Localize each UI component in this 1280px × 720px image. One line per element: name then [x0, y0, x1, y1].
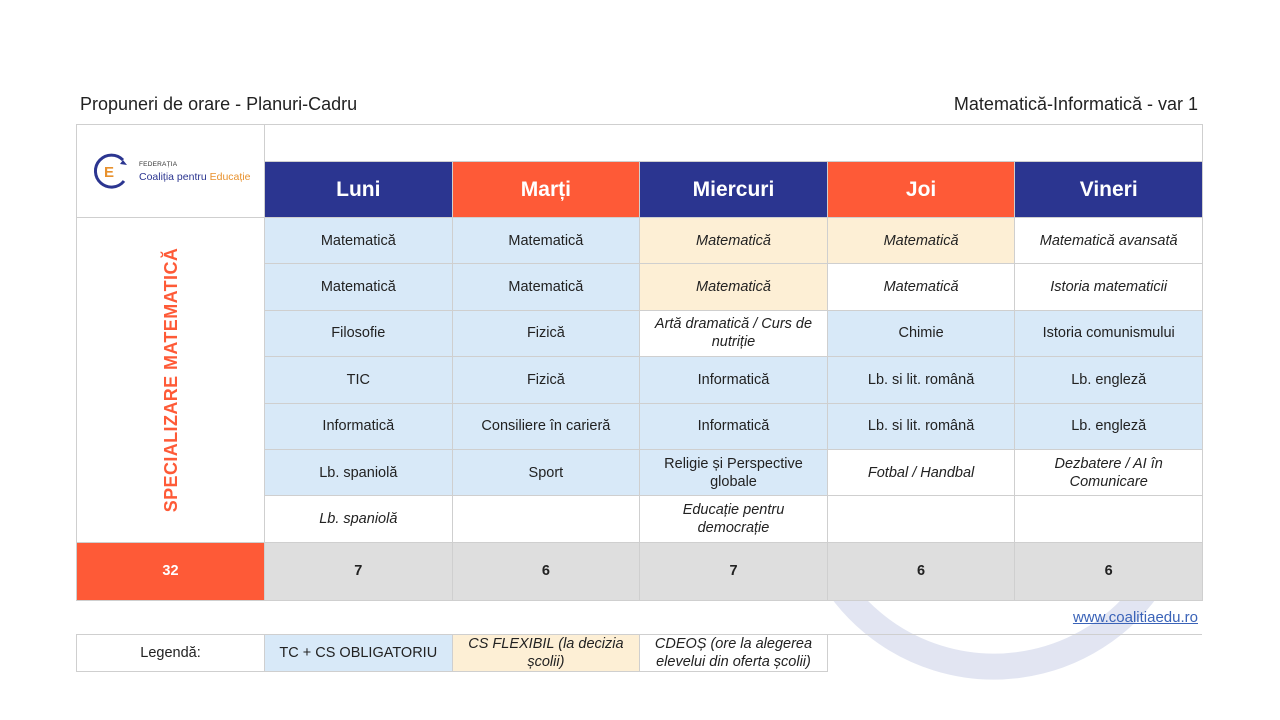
lesson-cell: Artă dramatică / Curs de nutriție [640, 310, 828, 356]
lesson-cell: Matematică [640, 218, 828, 264]
lesson-cell: Lb. spaniolă [265, 449, 453, 495]
day-header-miercuri: Miercuri [640, 162, 828, 218]
legend-divider [827, 634, 1202, 635]
lesson-cell: Istoria matematicii [1015, 264, 1203, 310]
lesson-cell: Religie și Perspective globale [640, 449, 828, 495]
lesson-cell: Fotbal / Handbal [827, 449, 1015, 495]
legend [76, 634, 828, 672]
lesson-cell: Matematică [452, 218, 640, 264]
day-total: 7 [640, 542, 828, 600]
lesson-cell: Lb. engleză [1015, 403, 1203, 449]
lesson-cell: Matematică [827, 218, 1015, 264]
logo-small-text: FEDERAȚIA [139, 161, 178, 168]
lesson-cell: Dezbatere / AI în Comunicare [1015, 449, 1203, 495]
logo-main-part2: Educație [209, 171, 251, 183]
lesson-cell: Matematică [640, 264, 828, 310]
lesson-cell: Lb. spaniolă [265, 496, 453, 542]
lesson-cell: Fizică [452, 310, 640, 356]
lesson-cell [1015, 496, 1203, 542]
day-header-marti: Marți [452, 162, 640, 218]
lesson-cell: Filosofie [265, 310, 453, 356]
specialization-cell [77, 218, 265, 543]
lesson-cell [452, 496, 640, 542]
lesson-cell: Matematică [452, 264, 640, 310]
legend-flexible: CS FLEXIBIL (la decizia școlii) [452, 635, 640, 672]
lesson-cell: TIC [265, 357, 453, 403]
legend-obligatory: TC + CS OBLIGATORIU [265, 635, 453, 672]
coalitia-logo [77, 151, 264, 191]
legend-cdeos: CDEOȘ (ore la alegerea elevelui din oferta școlii) [640, 635, 828, 672]
day-total: 6 [1015, 542, 1203, 600]
logo-main-text [139, 171, 251, 183]
lesson-cell: Lb. si lit. română [827, 357, 1015, 403]
day-total: 6 [452, 542, 640, 600]
day-header-luni: Luni [265, 162, 453, 218]
lesson-cell: Educație pentru democrație [640, 496, 828, 542]
lesson-cell: Matematică [265, 218, 453, 264]
lesson-cell: Istoria comunismului [1015, 310, 1203, 356]
lesson-cell: Lb. engleză [1015, 357, 1203, 403]
day-total: 7 [265, 542, 453, 600]
day-header-joi: Joi [827, 162, 1015, 218]
lesson-cell: Matematică [265, 264, 453, 310]
lesson-cell [827, 496, 1015, 542]
page-title: Propuneri de orare - Planuri-Cadru [80, 94, 358, 114]
logo-main-part1: Coaliția pentru [139, 171, 210, 183]
website-link[interactable]: www.coalitiaedu.ro [1072, 609, 1198, 626]
day-header-vineri: Vineri [1015, 162, 1203, 218]
day-total: 6 [827, 542, 1015, 600]
logo-letter: E [104, 164, 115, 181]
lesson-cell: Sport [452, 449, 640, 495]
total-hours: 32 [77, 542, 265, 600]
legend-label: Legendă: [77, 635, 265, 672]
lesson-cell: Lb. si lit. română [827, 403, 1015, 449]
header-spacer [265, 125, 1203, 162]
lesson-cell: Matematică avansată [1015, 218, 1203, 264]
variant-title: Matematică-Informatică - var 1 [953, 94, 1198, 114]
lesson-cell: Informatică [640, 403, 828, 449]
coalitia-logo-icon [91, 151, 131, 191]
lesson-cell: Matematică [827, 264, 1015, 310]
lesson-cell: Fizică [452, 357, 640, 403]
lesson-cell: Informatică [640, 357, 828, 403]
timetable [76, 124, 1203, 601]
specialization-label: SPECIALIZARE MATEMATICĂ [160, 247, 181, 513]
logo-cell [77, 125, 265, 218]
lesson-cell: Informatică [265, 403, 453, 449]
lesson-cell: Consiliere în carieră [452, 403, 640, 449]
lesson-cell: Chimie [827, 310, 1015, 356]
